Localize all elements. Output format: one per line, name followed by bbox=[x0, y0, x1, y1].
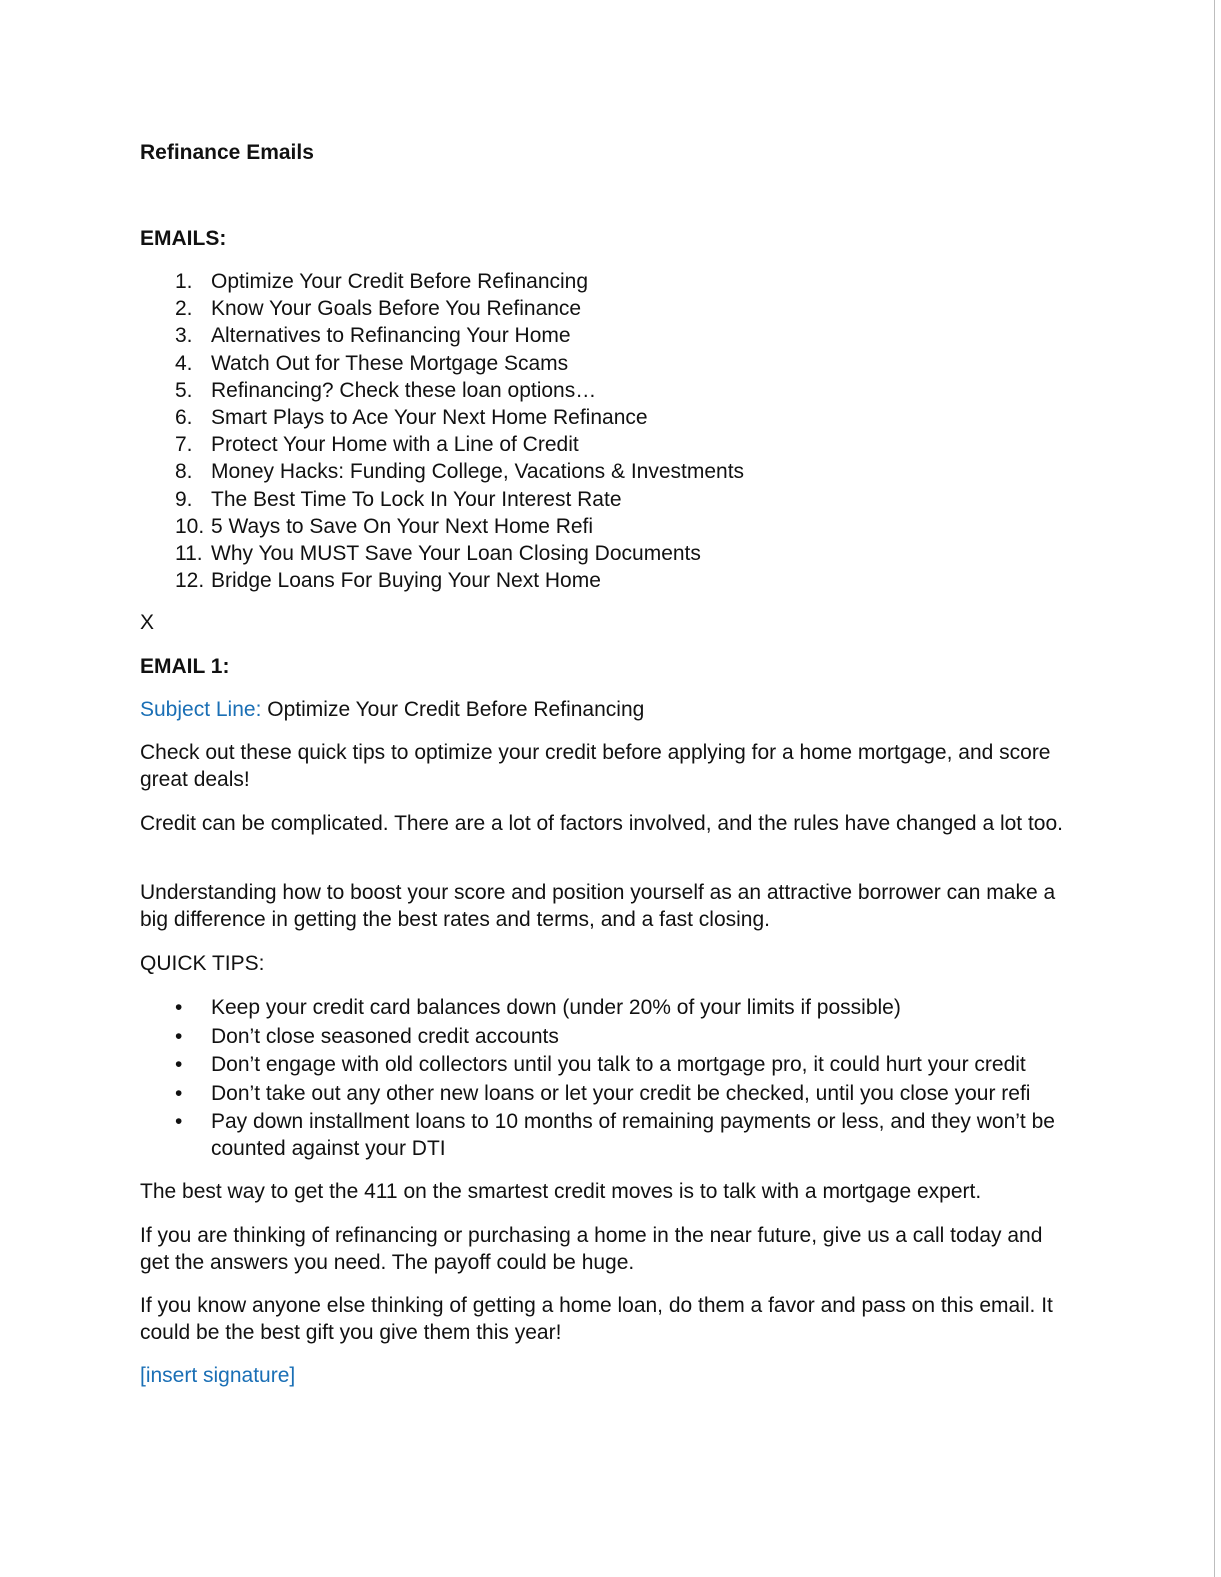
list-item bbox=[140, 567, 744, 594]
list-item-number: 10. bbox=[175, 514, 205, 538]
body-paragraph: Check out these quick tips to optimize your credit before applying for a home mortgage, and score great deals! bbox=[140, 741, 1051, 791]
list-item-text: Money Hacks: Funding College, Vacations & Investments bbox=[211, 460, 745, 484]
list-item-text: Why You MUST Save Your Loan Closing Documents bbox=[211, 541, 701, 565]
body-paragraph: The best way to get the 411 on the smartest credit moves is to talk with a mortgage expert. bbox=[140, 1180, 982, 1203]
list-item-text: Optimize Your Credit Before Refinancing bbox=[211, 270, 589, 293]
list-item-number: 12. bbox=[175, 569, 205, 593]
list-item bbox=[140, 377, 744, 404]
list-item-number: 4. bbox=[175, 351, 193, 375]
body-paragraph: If you are thinking of refinancing or purchasing a home in the near future, give us a call today and get the answers you need. The payoff could be huge. bbox=[140, 1224, 1043, 1274]
list-item bbox=[140, 268, 744, 295]
list-item bbox=[140, 513, 744, 540]
list-item bbox=[140, 322, 744, 349]
list-item bbox=[140, 486, 744, 513]
list-item-number: 6. bbox=[175, 405, 193, 429]
email-list bbox=[140, 268, 744, 594]
page-edge-divider bbox=[1214, 0, 1215, 1577]
subject-line bbox=[140, 696, 644, 723]
list-item-number: 5. bbox=[175, 378, 193, 402]
list-item-number: 9. bbox=[175, 487, 193, 511]
tip-text: Don’t close seasoned credit accounts bbox=[211, 1024, 559, 1048]
tip-item bbox=[140, 1108, 1070, 1162]
tip-item bbox=[140, 1080, 1070, 1107]
emails-heading: EMAILS: bbox=[140, 227, 227, 250]
list-item bbox=[140, 295, 744, 322]
list-item-number: 3. bbox=[175, 324, 193, 348]
list-item bbox=[140, 458, 744, 485]
list-item-text: Know Your Goals Before You Refinance bbox=[211, 297, 582, 321]
bullet-icon: • bbox=[175, 1053, 183, 1076]
tip-item bbox=[140, 994, 1070, 1021]
list-item-text: 5 Ways to Save On Your Next Home Refi bbox=[211, 514, 594, 538]
list-item bbox=[140, 350, 744, 377]
bullet-icon: • bbox=[175, 1081, 183, 1105]
bullet-icon: • bbox=[175, 1110, 183, 1133]
tip-text: Don’t take out any other new loans or let your credit be checked, until you close your refi bbox=[211, 1081, 1031, 1105]
list-item bbox=[140, 404, 744, 431]
list-item-text: The Best Time To Lock In Your Interest Rate bbox=[211, 487, 622, 511]
tip-item bbox=[140, 1023, 1070, 1050]
list-item-number: 11. bbox=[175, 541, 203, 565]
signature-placeholder: [insert signature] bbox=[140, 1364, 296, 1387]
email1-heading: EMAIL 1: bbox=[140, 655, 230, 678]
list-item bbox=[140, 540, 744, 567]
tips-list bbox=[140, 994, 1070, 1164]
tip-text: Don’t engage with old collectors until you talk to a mortgage pro, it could hurt your credit bbox=[211, 1053, 1026, 1076]
tip-text: Keep your credit card balances down (under 20% of your limits if possible) bbox=[211, 996, 901, 1019]
tips-heading: QUICK TIPS: bbox=[140, 952, 265, 975]
list-item-text: Alternatives to Refinancing Your Home bbox=[211, 324, 571, 348]
list-item-text: Protect Your Home with a Line of Credit bbox=[211, 433, 579, 457]
subject-label: Subject Line: bbox=[140, 698, 262, 721]
document-title: Refinance Emails bbox=[140, 141, 314, 164]
list-item-text: Smart Plays to Ace Your Next Home Refinance bbox=[211, 405, 648, 429]
subject-text: Optimize Your Credit Before Refinancing bbox=[267, 698, 645, 721]
list-item-text: Bridge Loans For Buying Your Next Home bbox=[211, 569, 601, 593]
list-item-number: 2. bbox=[175, 297, 193, 321]
list-item-text: Refinancing? Check these loan options… bbox=[211, 378, 597, 402]
body-paragraph: Understanding how to boost your score and position yourself as an attractive borrower can make a big difference in getting the best rates and terms, and a fast closing. bbox=[140, 881, 1056, 931]
section-marker: X bbox=[140, 611, 155, 634]
list-item-number: 1. bbox=[175, 270, 193, 293]
list-item-number: 7. bbox=[175, 433, 193, 457]
list-item-number: 8. bbox=[175, 460, 193, 484]
body-paragraph: Credit can be complicated. There are a lot of factors involved, and the rules have changed a lot too. bbox=[140, 812, 1063, 835]
tip-item bbox=[140, 1051, 1070, 1078]
list-item bbox=[140, 431, 744, 458]
bullet-icon: • bbox=[175, 996, 183, 1019]
bullet-icon: • bbox=[175, 1024, 183, 1048]
list-item-text: Watch Out for These Mortgage Scams bbox=[211, 351, 569, 375]
tip-text: Pay down installment loans to 10 months of remaining payments or less, and they won’t be counted against your DTI bbox=[211, 1110, 1055, 1160]
body-paragraph: If you know anyone else thinking of getting a home loan, do them a favor and pass on this email. It could be the best gift you give them this year! bbox=[140, 1294, 1053, 1344]
